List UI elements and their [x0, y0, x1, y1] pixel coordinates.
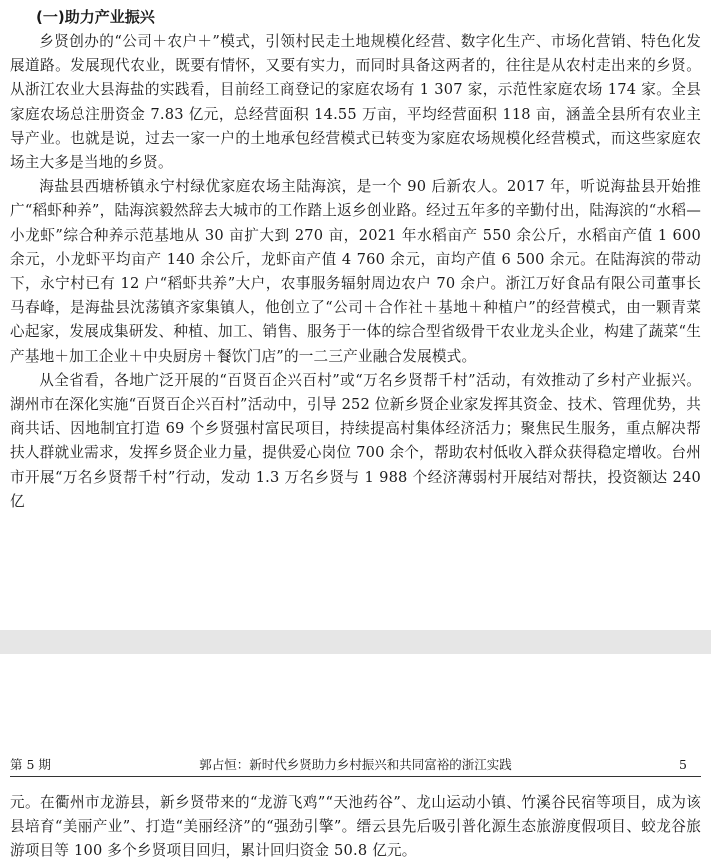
continuation-body — [10, 791, 701, 863]
running-title: 郭占恒：新时代乡贤助力乡村振兴和共同富裕的浙江实践 — [199, 757, 512, 772]
continuation-paragraph: 元。在衢州市龙游县，新乡贤带来的“龙游飞鸡”“天池药谷”、龙山运动小镇、竹溪谷民宿等项目，成为该县培育“美丽产业”、打造“美丽经济”的“强劲引擎”。缙云县先后吸引普化源生态旅游度假项目、蛟龙谷旅游项目等 100 多个乡贤项目回归，累计回归资金 50.8 亿元。 — [10, 794, 701, 860]
page-number: 5 — [679, 757, 687, 772]
page-bottom — [0, 654, 711, 863]
paragraph-2: 海盐县西塘桥镇永宁村绿优家庭农场主陆海滨，是一个 90 后新农人。2017 年，听说海盐县开始推广“稻虾种养”，陆海滨毅然辞去大城市的工作踏上返乡创业路。经过五年多的辛勤付出，陆海滨的“水稻—小龙虾”综合种养示范基地从 30 亩扩大到 270 亩，2021 年水稻亩产 550 余公斤，水稻亩产值 1 600 余元，小龙虾平均亩产 140 余公斤，龙虾亩产值 4 760 余元，亩均产值 6 500 余元。在陆海滨的带动下，永宁村已有 12 户“稻虾共养”大户，农事服务辐射周边农户 70 余户。浙江万好食品有限公司董事长马春峰，是海盐县沈荡镇齐家集镇人，他创立了“公司＋合作社＋基地＋种植户”的经营模式，由一颗青菜心起家，发展成集研发、种植、加工、销售、服务于一体的综合型省级骨干农业龙头企业，构建了蔬菜“生产基地＋加工企业＋中央厨房＋餐饮门店”的一二三产业融合发展模式。 — [10, 178, 701, 365]
page-break — [0, 630, 711, 654]
issue-label: 第 5 期 — [10, 757, 51, 772]
section-heading: (一)助力产业振兴 — [36, 8, 155, 26]
running-header — [10, 754, 701, 777]
paragraph-3: 从全省看，各地广泛开展的“百贤百企兴百村”或“万名乡贤帮千村”活动，有效推动了乡村产业振兴。湖州市在深化实施“百贤百企兴百村”活动中，引导 252 位新乡贤企业家发挥其资金、技术、管理优势，共商共话、因地制宜打造 69 个乡贤强村富民项目，持续提高村集体经济活力；聚焦民生服务，重点解决帮扶人群就业需求，发挥乡贤企业力量，提供爱心岗位 700 余个，帮助农村低收入群众获得稳定增收。台州市开展“万名乡贤帮千村”行动，发动 1.3 万名乡贤与 1 988 个经济薄弱村开展结对帮扶，投资额达 240 亿 — [10, 371, 701, 510]
article-body — [10, 30, 701, 514]
paragraph-1: 乡贤创办的“公司＋农户＋”模式，引领村民走土地规模化经营、数字化生产、市场化营销、特色化发展道路。发展现代农业，既要有情怀，又要有实力，而同时具备这两者的，往往是从农村走出来的乡贤。从浙江农业大县海盐的实践看，目前经工商登记的家庭农场有 1 307 家，示范性家庭农场 174 家。全县家庭农场总注册资金 7.83 亿元，总经营面积 14.55 万亩，平均经营面积 118 亩，涵盖全县所有农业主导产业。也就是说，过去一家一户的土地承包经营模式已转变为家庭农场规模化经营模式，而这些家庭农场主大多是当地的乡贤。 — [10, 33, 701, 172]
